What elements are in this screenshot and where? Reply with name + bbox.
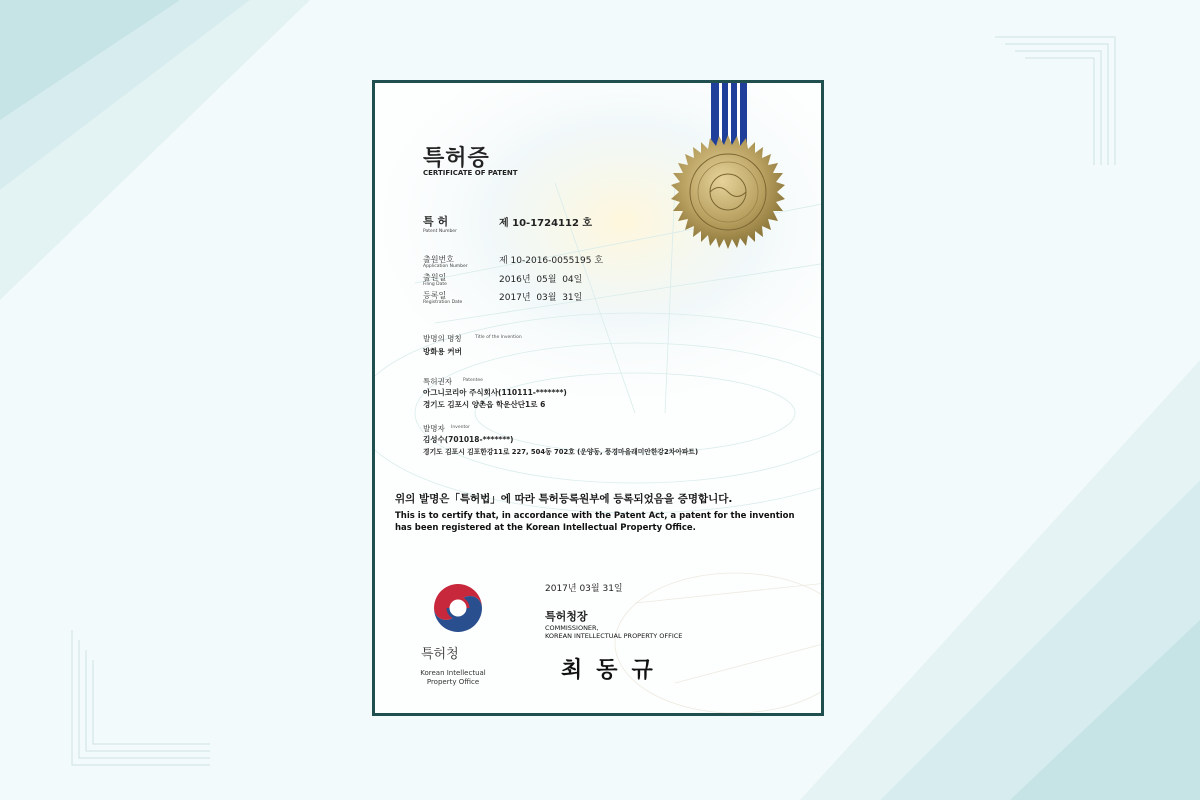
gold-seal-icon xyxy=(671,135,785,249)
patent-certificate xyxy=(372,80,824,716)
patent-number-label-en: Patent Number xyxy=(423,229,457,234)
kipo-name-en: Korean Intellectual Property Office xyxy=(420,669,486,686)
commissioner-title-ko: 특허청장 xyxy=(545,610,588,623)
inventor-name: 김성수(701018-*******) xyxy=(423,435,514,444)
application-number-label-en: Application Number xyxy=(423,264,468,269)
certification-statement-ko: 위의 발명은「특허법」에 따라 특허등록원부에 등록되었음을 증명합니다. xyxy=(395,493,733,505)
commissioner-signature: 최동규 xyxy=(561,657,667,683)
inventor-label: 발명자 xyxy=(423,424,445,433)
filing-date-value: 2016년 05월 04일 xyxy=(499,275,583,285)
filing-date-label: 출원일 xyxy=(423,273,447,282)
invention-title-label: 발명의 명칭 xyxy=(423,334,462,343)
patentee-address: 경기도 김포시 양촌읍 학운산단1로 6 xyxy=(423,400,546,409)
inventor-label-en: Inventor xyxy=(451,425,470,430)
commissioner-title-en-line2: KOREAN INTELLECTUAL PROPERTY OFFICE xyxy=(545,632,683,640)
invention-title-value: 방화용 커버 xyxy=(423,347,462,356)
certificate-title: 특허증 xyxy=(423,146,490,171)
corner-lines-top-right xyxy=(995,35,1125,165)
patentee-label-en: Patentee xyxy=(463,378,483,383)
kipo-name-ko: 특허청 xyxy=(421,647,459,662)
patent-number-label: 특 허 xyxy=(423,215,449,228)
corner-lines-bottom-left xyxy=(70,630,210,770)
registration-date-value: 2017년 03월 31일 xyxy=(499,293,583,303)
patentee-label: 특허권자 xyxy=(423,377,452,386)
certificate-title-en: CERTIFICATE OF PATENT xyxy=(423,169,518,177)
patentee-name: 아그니코리아 주식회사(110111-*******) xyxy=(423,388,567,397)
commissioner-title-en-line1: COMMISSIONER, xyxy=(545,624,599,632)
issue-date: 2017년 03월 31일 xyxy=(545,584,623,594)
application-number-value: 제 10-2016-0055195 호 xyxy=(499,256,604,266)
application-number-label: 출원번호 xyxy=(423,255,454,264)
invention-title-label-en: Title of the Invention xyxy=(475,335,522,340)
certification-statement-en-line1: This is to certify that, in accordance with the Patent Act, a patent for the invention xyxy=(395,511,795,521)
registration-date-label-en: Registration Date xyxy=(423,300,463,305)
inventor-address: 경기도 김포시 김포한강11로 227, 504동 702호 (운양동, 풍경마을래미안한강2차아파트) xyxy=(423,448,699,456)
patent-number-value: 제 10-1724112 호 xyxy=(499,218,593,229)
filing-date-label-en: Filing Date xyxy=(423,282,447,287)
registration-date-label: 등록일 xyxy=(423,291,447,300)
certification-statement-en-line2: has been registered at the Korean Intellectual Property Office. xyxy=(395,523,696,533)
kipo-emblem-icon xyxy=(431,581,485,635)
